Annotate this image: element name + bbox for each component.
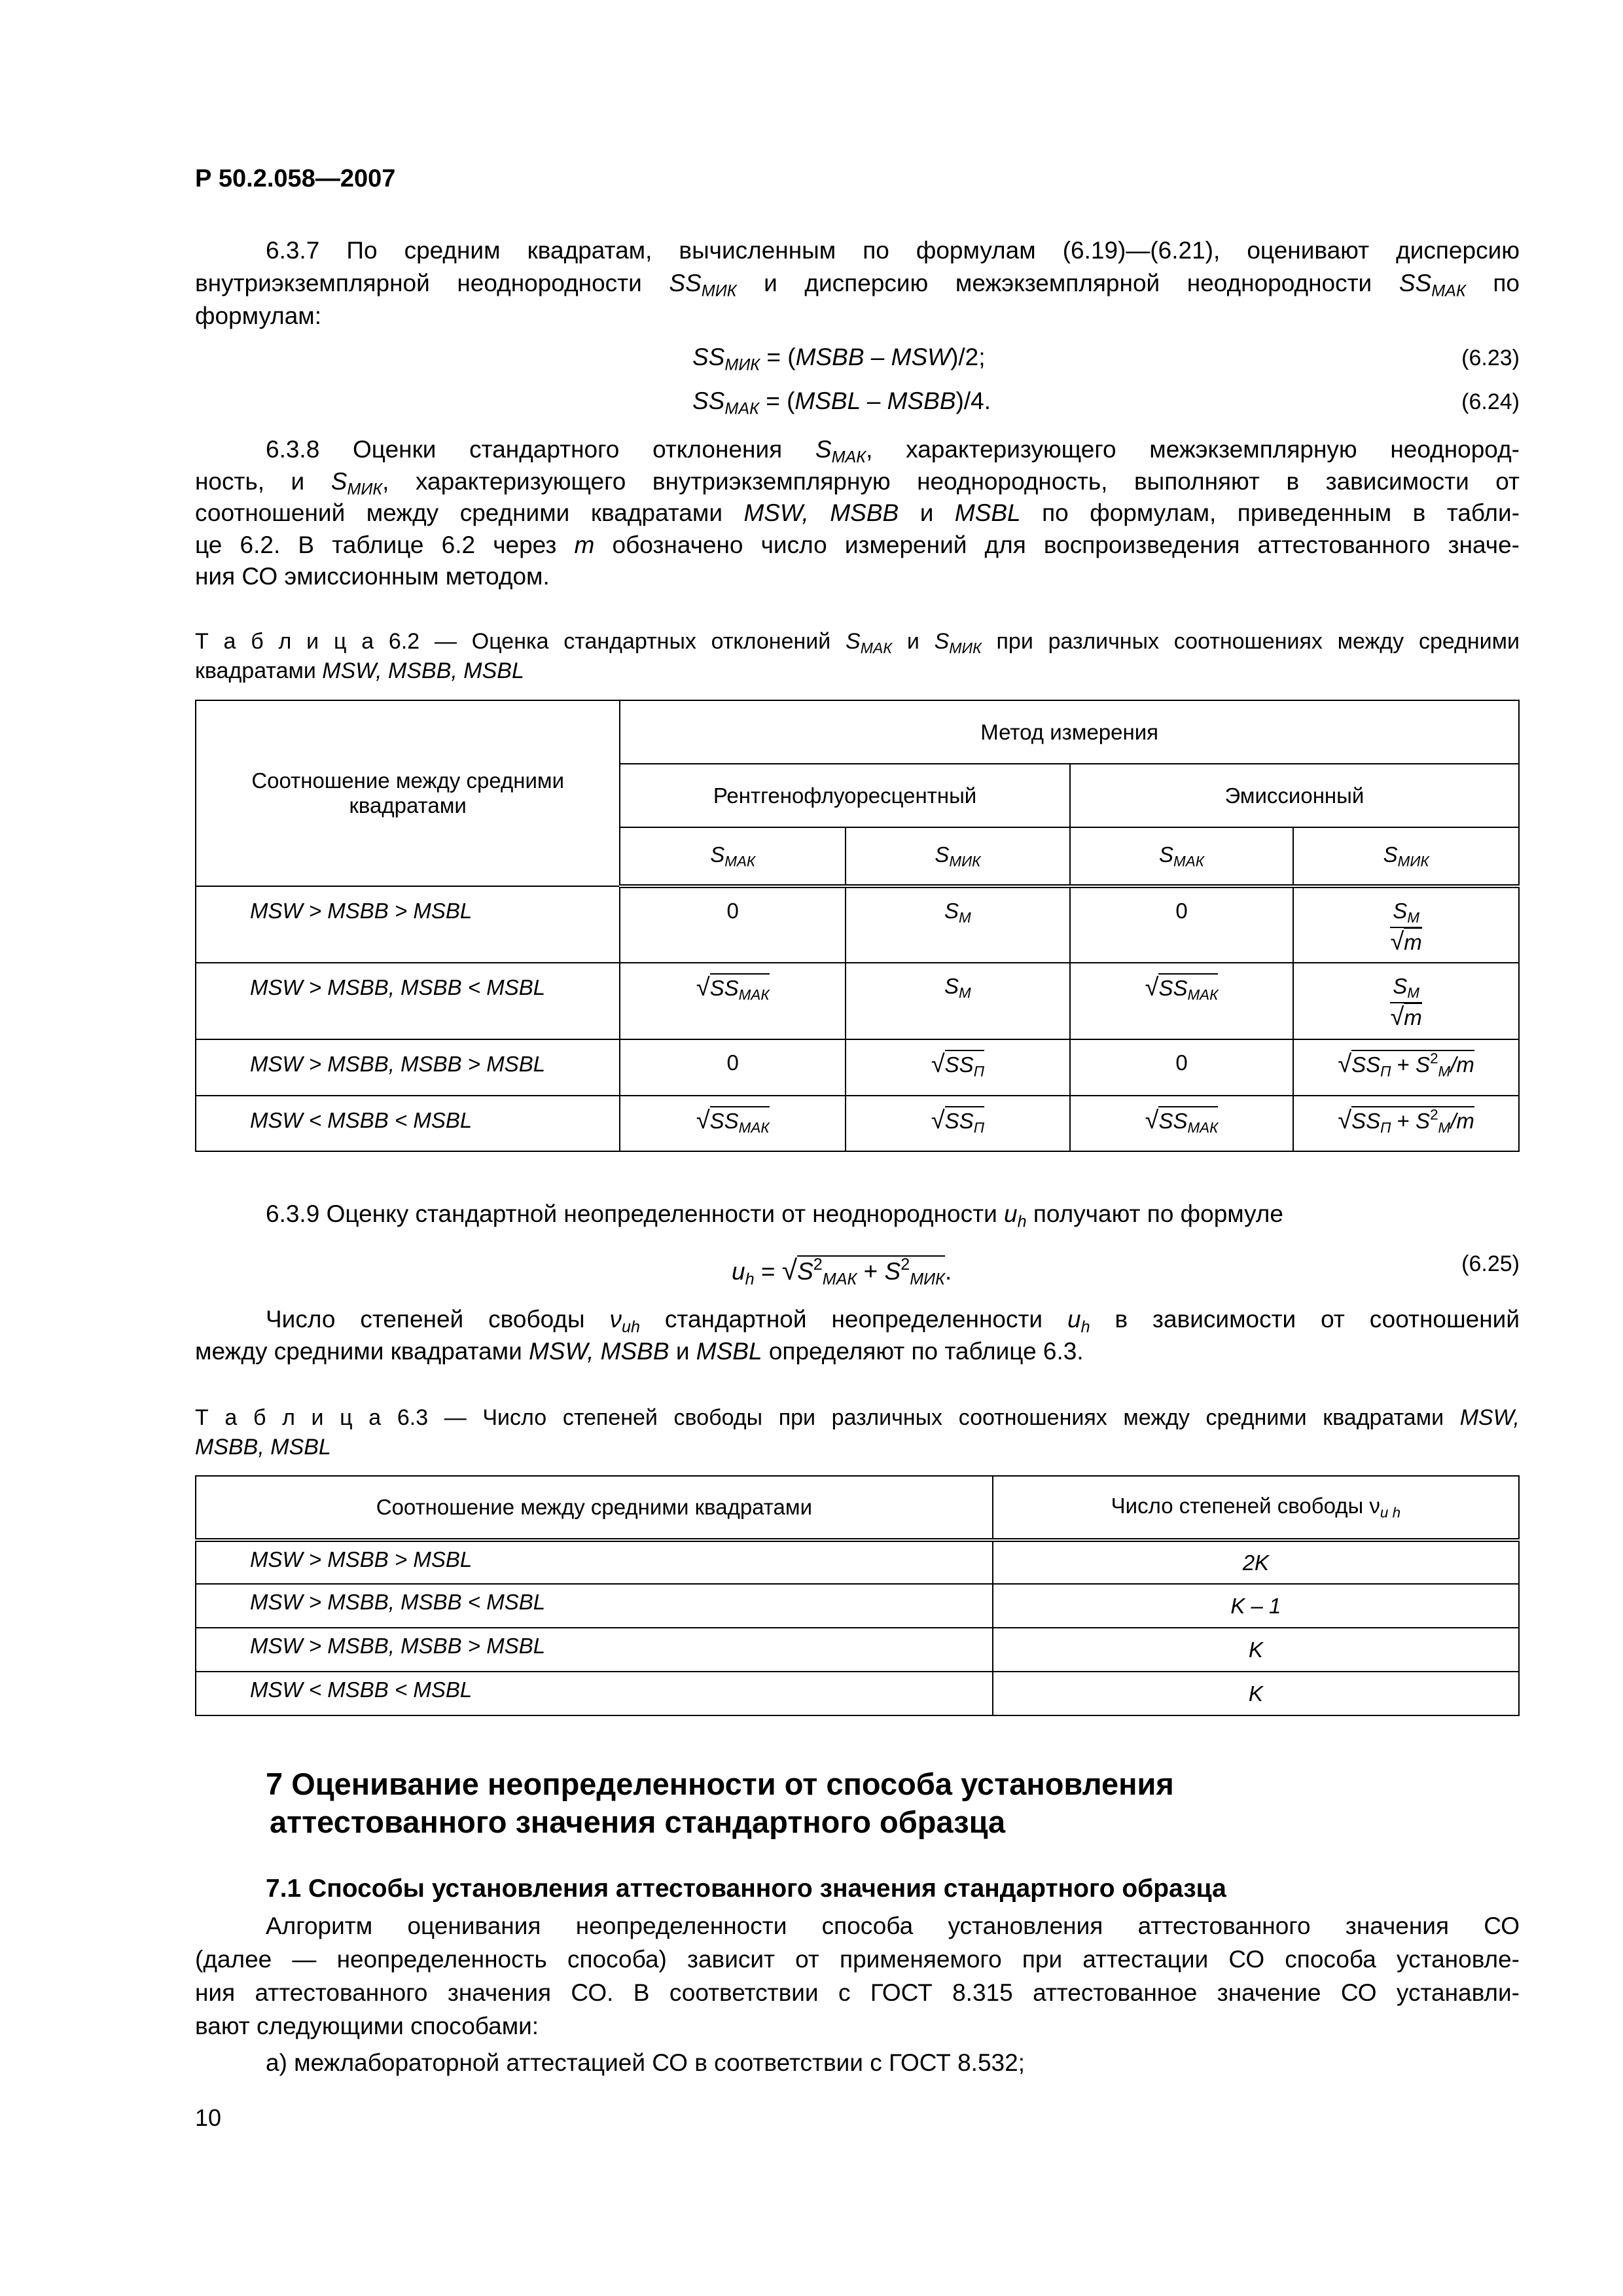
symbol	[1383, 842, 1429, 870]
table-6-2-caption	[195, 627, 1520, 686]
text-segment: Число степеней свободы	[266, 1306, 610, 1333]
text-line	[692, 341, 986, 374]
text-line	[195, 1976, 1520, 2009]
column-header-symbol	[846, 827, 1070, 886]
superscript: 2	[1430, 1107, 1438, 1123]
text-segment: SS	[669, 270, 702, 296]
cell-value: 0	[1175, 899, 1188, 923]
radicand	[1158, 1106, 1219, 1136]
text-segment: 6.3.9 Оценку стандартной неопределенности от неоднородности	[266, 1200, 1005, 1227]
text-segment: , характеризующего межэкземплярную неоднород-	[866, 436, 1520, 463]
text-line	[195, 1335, 1520, 1367]
subscript: МИК	[949, 853, 981, 870]
symbol	[935, 842, 981, 870]
value-cell	[1070, 1039, 1294, 1096]
eq-lhs: u	[732, 1258, 745, 1285]
text-line	[195, 1403, 1520, 1433]
relation-cell: MSW > MSBB, MSBB < MSBL	[196, 1584, 993, 1628]
text-line	[195, 300, 1520, 332]
section-7-heading	[266, 1765, 1174, 1841]
text-segment: = (	[758, 387, 795, 414]
tail: /m	[1450, 1109, 1474, 1134]
symbol	[709, 976, 770, 1003]
radical-icon: √	[781, 1255, 798, 1287]
dof-value-cell: K – 1	[993, 1584, 1519, 1628]
text-segment: m	[574, 531, 595, 558]
subscript: М	[1407, 984, 1419, 1001]
symbol	[709, 1109, 770, 1136]
sqrt	[1338, 1107, 1474, 1137]
text-segment: )/4.	[955, 387, 991, 414]
equation-6-25	[732, 1244, 952, 1300]
plus: +	[1391, 1109, 1416, 1134]
symbol-base: S	[1393, 899, 1408, 923]
symbol-base: S	[935, 842, 950, 867]
dof-value-cell: 2K	[993, 1540, 1519, 1584]
sqrt	[931, 1107, 984, 1136]
symbol	[1158, 1109, 1219, 1136]
cell-value	[1145, 1107, 1219, 1136]
text-segment: определяют по таблице 6.3.	[762, 1338, 1084, 1365]
radical-icon: √	[696, 1107, 710, 1134]
sqrt	[696, 974, 770, 1003]
text-line	[195, 627, 1520, 656]
subscript: МАК	[1187, 986, 1219, 1003]
symbol-base: SS	[709, 1109, 739, 1133]
paragraph-6-3-8	[195, 434, 1520, 593]
text-segment: ния аттестованного значения СО. В соответствии с ГОСТ 8.315 аттестованное значение СО устанавли-	[195, 1979, 1520, 2006]
value-cell	[1293, 1039, 1519, 1096]
symbol-base: SS	[709, 976, 739, 1000]
symbol-base: S	[944, 974, 959, 998]
text-segment: u	[1067, 1306, 1081, 1333]
column-header-method: Метод измерения	[620, 700, 1519, 764]
text-line	[195, 497, 1520, 529]
symbol-base: S	[710, 842, 725, 867]
text-segment: SS	[1399, 270, 1432, 296]
text-segment: MSW, MSBB	[743, 499, 899, 526]
paragraph-6-3-9	[195, 1198, 1520, 1230]
subscript: u	[622, 1318, 632, 1336]
dof-value-cell: K	[993, 1628, 1519, 1672]
relation-cell: MSW > MSBB, MSBB > MSBL	[196, 1039, 620, 1096]
plus: +	[1391, 1052, 1416, 1077]
column-header-symbol	[620, 827, 846, 886]
cell-value: 0	[726, 899, 739, 923]
value-cell	[1070, 963, 1294, 1039]
paragraph-degrees-of-freedom	[195, 1303, 1520, 1367]
symbol-base: S	[1159, 842, 1174, 867]
symbol-base: S	[1393, 974, 1408, 998]
radical-icon: √	[931, 1050, 945, 1078]
text-segment: а) межлабораторной аттестацией СО в соответствии с ГОСТ 8.532;	[266, 2049, 1025, 2076]
radical-icon: √	[1145, 974, 1159, 1001]
text-line	[195, 1303, 1520, 1335]
text-segment: формулам:	[195, 302, 322, 329]
text-segment: )/2;	[950, 344, 986, 370]
text-segment: обозначено число измерений для воспроизведения аттестованного значе-	[594, 531, 1520, 558]
symbol	[944, 974, 971, 1001]
value-cell	[1293, 963, 1519, 1039]
text-segment: по	[1465, 270, 1520, 296]
symbol-base: SS	[1351, 1109, 1381, 1134]
text-line	[692, 385, 991, 418]
cell-value	[1390, 974, 1422, 1031]
text-segment: ность, и	[195, 467, 331, 495]
text-line	[195, 561, 1520, 593]
cell-value	[1390, 899, 1422, 956]
subscript: М	[1407, 909, 1419, 926]
radical-icon: √	[1390, 1003, 1404, 1031]
numerator	[1390, 899, 1422, 928]
text-segment: MSBB, MSBL	[195, 1435, 331, 1460]
equation-number: (6.25)	[1461, 1251, 1520, 1276]
text-segment: S	[815, 436, 832, 463]
subscript: П	[1380, 1120, 1391, 1137]
text-segment: получают по формуле	[1026, 1200, 1283, 1227]
paragraph-7-1	[195, 1909, 1520, 2043]
heading-line: 7 Оценивание неопределенности от способа установления	[266, 1767, 1174, 1801]
table-row	[196, 963, 1519, 1039]
text-segment: и	[899, 499, 955, 526]
table-row	[196, 1584, 1519, 1628]
relation-cell: MSW > MSBB > MSBL	[196, 1540, 993, 1584]
symbol-base: S	[1416, 1052, 1431, 1077]
cell-value	[944, 974, 971, 1001]
text-segment: MSBL – MSBB	[794, 387, 956, 414]
text-line	[195, 656, 1520, 686]
symbol-base: SS	[1158, 1109, 1188, 1133]
denominator-value: m	[1404, 1003, 1422, 1030]
text-segment: MSBB – MSW	[795, 344, 951, 370]
text-segment: (далее — неопределенность способа) зависит от применяемого при аттестации СО способа установле-	[195, 1946, 1520, 1973]
symbol-base: S	[1383, 842, 1398, 867]
symbol	[1351, 1052, 1391, 1081]
table-row	[196, 1628, 1519, 1672]
fraction	[1390, 899, 1422, 956]
symbol	[1393, 899, 1419, 926]
subscript: МАК	[1173, 853, 1204, 870]
table-row	[196, 1096, 1519, 1151]
column-header-dof	[993, 1476, 1519, 1540]
superscript: 2	[901, 1255, 910, 1274]
subscript: МАК	[724, 399, 759, 418]
relation-cell: MSW > MSBB, MSBB > MSBL	[196, 1628, 993, 1672]
text-segment: MSW, MSBB	[529, 1338, 669, 1365]
value-cell	[846, 1096, 1070, 1151]
relation-cell: MSW > MSBB, MSBB < MSBL	[196, 963, 620, 1039]
text-segment: MSBL	[954, 499, 1021, 526]
radicand	[1351, 1106, 1474, 1137]
subscript: МАК	[1431, 281, 1466, 300]
page-number: 10	[195, 2104, 222, 2131]
table-row	[196, 886, 1519, 963]
radical-icon: √	[1338, 1050, 1352, 1079]
radicand	[1351, 1050, 1474, 1081]
fraction	[1390, 974, 1422, 1031]
equation-number: (6.24)	[1461, 389, 1520, 414]
text-segment: u	[1004, 1200, 1018, 1227]
value-cell	[1070, 1096, 1294, 1151]
radicand	[1158, 973, 1219, 1003]
subscript: МИК	[701, 281, 737, 300]
text-segment: SS	[692, 387, 725, 414]
table-row	[196, 1540, 1519, 1584]
text-segment: Т а б л и ц а 6.3 — Число степеней свободы при различных соотношениях между средними квадратами	[195, 1405, 1460, 1430]
subscript: М	[959, 909, 971, 926]
text-segment: ν	[609, 1306, 622, 1333]
text-line	[195, 1943, 1520, 1976]
denominator-value: m	[1404, 927, 1422, 954]
dof-value-cell: K	[993, 1672, 1519, 1715]
subscript: МАК	[738, 1119, 770, 1136]
table-row	[196, 1672, 1519, 1715]
symbol-base: SS	[1158, 976, 1188, 1000]
text-line	[195, 1433, 1520, 1462]
text-line	[195, 434, 1520, 466]
text-line	[195, 267, 1520, 300]
subscript: МАК	[860, 639, 893, 656]
eq-sign: =	[754, 1258, 782, 1285]
heading-line: аттестованного значения стандартного образца	[270, 1804, 1006, 1839]
equation-6-24	[692, 385, 991, 418]
denominator	[1390, 928, 1421, 956]
text-segment: це 6.2. В таблице 6.2 через	[195, 531, 575, 558]
radicand	[709, 1106, 770, 1136]
text-segment: и дисперсию межэкземплярной неоднородности	[736, 270, 1399, 296]
document-number: Р 50.2.058—2007	[195, 165, 396, 192]
radical-icon: √	[1390, 927, 1404, 956]
sqrt	[931, 1050, 984, 1080]
sqrt	[781, 1255, 945, 1289]
text-segment: вают следующими способами:	[195, 2013, 539, 2039]
text-line	[195, 466, 1520, 498]
subscript: П	[1380, 1064, 1391, 1081]
text-line	[195, 1909, 1520, 1943]
symbol: S	[884, 1258, 901, 1285]
subscript: МАК	[738, 986, 770, 1003]
symbol	[1393, 974, 1419, 1001]
dof-label: Число степеней свободы ν	[1111, 1493, 1380, 1518]
radicand	[797, 1255, 945, 1289]
symbol-base: S	[944, 899, 959, 923]
value-cell	[1293, 886, 1519, 963]
text-segment: MSW, MSBB, MSBL	[322, 658, 524, 683]
value-cell	[1293, 1096, 1519, 1151]
value-cell	[620, 1039, 846, 1096]
radicand	[944, 1050, 984, 1080]
value-cell	[620, 963, 846, 1039]
section-7-1-heading: 7.1 Способы установления аттестованного значения стандартного образца	[266, 1874, 1226, 1903]
eq-lhs-sub: h	[745, 1270, 755, 1289]
cell-value	[931, 1050, 984, 1080]
relation-cell: MSW > MSBB > MSBL	[196, 886, 620, 963]
text-segment: S	[934, 629, 950, 654]
text-segment: , характеризующего внутриэкземплярную неоднородность, выполняют в зависимости от	[382, 467, 1520, 495]
sqrt	[1338, 1050, 1474, 1081]
value-cell	[846, 886, 1070, 963]
symbol	[1158, 976, 1219, 1003]
subscript: М	[1438, 1120, 1451, 1137]
symbol	[944, 899, 971, 926]
text-line	[195, 234, 1520, 267]
column-header-relation: Соотношение между средними квадратами	[196, 700, 620, 886]
superscript: 2	[813, 1255, 823, 1274]
sqrt	[696, 1107, 770, 1136]
value-cell	[620, 886, 846, 963]
text-segment: при различных соотношениях между средними	[981, 629, 1520, 654]
subscript: МАК	[724, 853, 756, 870]
cell-value	[1338, 1050, 1474, 1081]
relation-cell: MSW < MSBB < MSBL	[196, 1096, 620, 1151]
text-line	[195, 2009, 1520, 2043]
text-segment: соотношений между средними квадратами	[195, 499, 744, 526]
denominator	[1390, 1003, 1421, 1031]
column-header-xrf: Рентгенофлуоресцентный	[620, 764, 1069, 827]
text-line	[195, 1198, 1520, 1230]
text-line	[195, 529, 1520, 562]
subscript: М	[1438, 1064, 1451, 1081]
subscript: МАК	[1187, 1119, 1219, 1136]
subscript: МИК	[724, 355, 760, 374]
text-line	[195, 2047, 1520, 2079]
text-segment: и	[669, 1338, 696, 1365]
value-cell	[1070, 886, 1294, 963]
paragraph-6-3-7	[195, 234, 1520, 332]
text-segment: Алгоритм оценивания неопределенности способа установления аттестованного значения СО	[266, 1912, 1520, 1939]
subscript: П	[973, 1119, 984, 1136]
text-segment: MSBL	[696, 1338, 762, 1365]
radical-icon: √	[696, 974, 710, 1001]
symbol	[1351, 1109, 1391, 1137]
dof-sub: u h	[1380, 1504, 1401, 1521]
radicand	[944, 1106, 984, 1136]
text-segment: квадратами	[195, 658, 323, 683]
symbol-base: SS	[1351, 1052, 1381, 1077]
text-segment: и	[892, 629, 935, 654]
sqrt	[1145, 1107, 1219, 1136]
plus: +	[857, 1258, 885, 1285]
equation-6-23	[692, 341, 986, 374]
numerator	[1390, 974, 1422, 1003]
symbol: S	[797, 1258, 813, 1285]
text-segment: 6.3.8 Оценки стандартного отклонения	[266, 436, 815, 463]
subscript: П	[973, 1063, 984, 1080]
period: .	[945, 1258, 952, 1285]
cell-value	[696, 1107, 770, 1136]
value-cell	[620, 1096, 846, 1151]
symbol	[710, 842, 756, 870]
text-segment: по формулам, приведенным в табли-	[1020, 499, 1520, 526]
symbol-base: S	[1416, 1109, 1431, 1134]
subscript: МИК	[910, 1270, 945, 1289]
superscript: 2	[1430, 1050, 1438, 1067]
value-cell	[846, 963, 1070, 1039]
text-segment: MSW,	[1459, 1405, 1520, 1430]
cell-value: 0	[1175, 1050, 1188, 1075]
symbol	[944, 1052, 984, 1080]
text-segment: SS	[692, 344, 725, 370]
cell-value	[931, 1107, 984, 1136]
subscript: МИК	[1397, 853, 1429, 870]
cell-value	[944, 899, 971, 926]
text-segment: внутриэкземплярной неоднородности	[195, 270, 669, 296]
radical-icon: √	[931, 1107, 945, 1134]
subscript: h	[631, 1318, 641, 1336]
radicand	[709, 973, 770, 1003]
text-segment: стандартной неопределенности	[640, 1306, 1067, 1333]
cell-value	[1338, 1107, 1474, 1137]
value-cell	[846, 1039, 1070, 1096]
table-6-2	[195, 700, 1520, 1152]
table-6-3-caption	[195, 1403, 1520, 1462]
symbol-base: SS	[944, 1052, 974, 1077]
cell-value	[1145, 974, 1219, 1003]
subscript: h	[1080, 1318, 1090, 1336]
radical-icon: √	[1338, 1107, 1352, 1135]
subscript: М	[959, 984, 971, 1001]
column-header-relation: Соотношение между средними квадратами	[196, 1476, 993, 1540]
cell-value: 0	[726, 1050, 739, 1075]
relation-cell: MSW < MSBB < MSBL	[196, 1672, 993, 1715]
subscript: МАК	[822, 1270, 857, 1289]
column-header-symbol	[1293, 827, 1519, 886]
table-6-3	[195, 1475, 1520, 1716]
symbol	[944, 1109, 984, 1136]
text-segment: между средними квадратами	[195, 1338, 529, 1365]
sqrt	[1145, 974, 1219, 1003]
symbol	[1159, 842, 1204, 870]
column-header-symbol	[1070, 827, 1294, 886]
column-header-emission: Эмиссионный	[1070, 764, 1519, 827]
table-row	[196, 1039, 1519, 1096]
text-segment: ния СО эмиссионным методом.	[195, 563, 550, 590]
subscript: МИК	[347, 480, 383, 499]
cell-value	[696, 974, 770, 1003]
text-segment: S	[330, 467, 348, 495]
text-segment: = (	[760, 344, 796, 370]
tail: /m	[1450, 1052, 1474, 1077]
subscript: h	[1017, 1212, 1027, 1231]
subscript: МАК	[831, 448, 866, 467]
list-item-a	[195, 2047, 1520, 2079]
text-segment: S	[846, 629, 861, 654]
subscript: МИК	[949, 639, 982, 656]
text-segment: 6.3.7 По средним квадратам, вычисленным по формулам (6.19)—(6.21), оценивают дисперсию	[266, 237, 1520, 264]
radical-icon: √	[1145, 1107, 1159, 1134]
equation-number: (6.23)	[1461, 346, 1520, 370]
text-segment: в зависимости от соотношений	[1090, 1306, 1520, 1333]
symbol-base: SS	[944, 1109, 974, 1133]
text-segment: Т а б л и ц а 6.2 — Оценка стандартных отклонений	[195, 629, 846, 654]
